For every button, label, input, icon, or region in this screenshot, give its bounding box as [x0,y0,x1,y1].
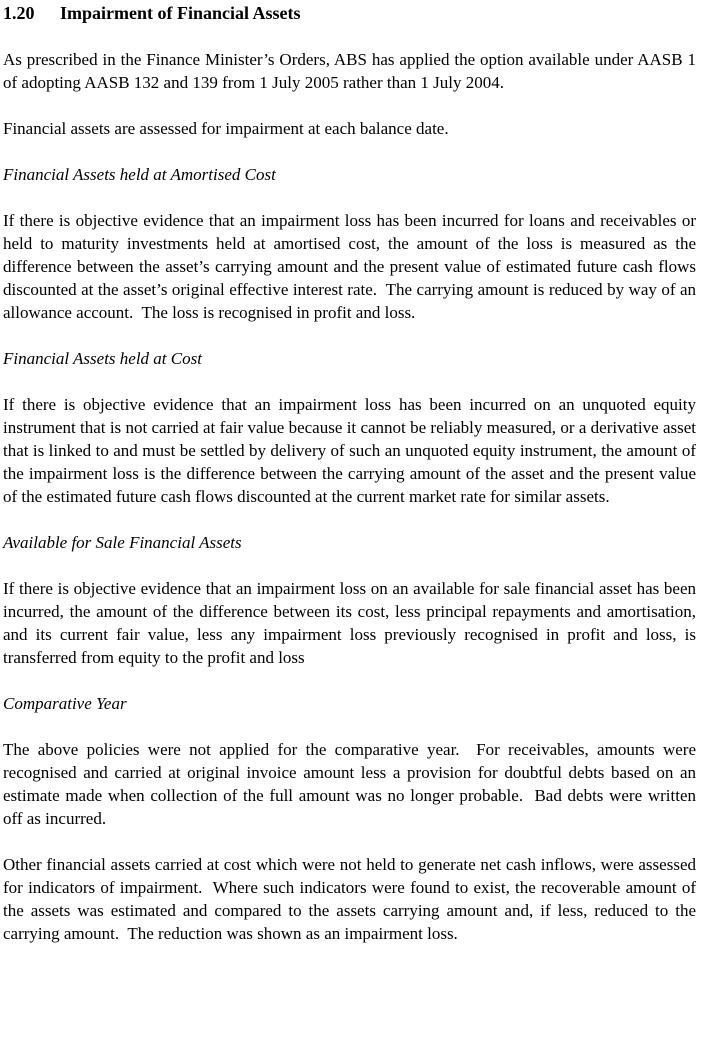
subheading-financial-assets-amortised-cost: Financial Assets held at Amortised Cost [3,165,276,184]
paragraph-aasb-adoption: As prescribed in the Finance Minister’s Orders, ABS has applied the option available under AASB 1 of adopting AASB 132 and 139 from 1 July 2005 rather than 1 July 2004. [3,50,696,92]
section-heading-title: Impairment of Financial Assets [60,3,301,23]
paragraph-assessed-each-balance-date: Financial assets are assessed for impairment at each balance date. [3,119,449,138]
subheading-available-for-sale: Available for Sale Financial Assets [3,533,242,552]
subheading-financial-assets-at-cost: Financial Assets held at Cost [3,349,202,368]
paragraph-amortised-cost-impairment: If there is objective evidence that an impairment loss has been incurred for loans and receivables or held to maturity investments held at amortised cost, the amount of the loss is measured as the difference between the asset’s carrying amount and the present value of estimated future cash flows discounted at the asset’s original effective interest rate. The carrying amount is reduced by way of an allowance account. The loss is recognised in profit and loss. [3,211,696,322]
section-heading-number: 1.20 [3,3,35,23]
paragraph-other-financial-assets: Other financial assets carried at cost which were not held to generate net cash inflows, were assessed for indicators of impairment. Where such indicators were found to exist, the recoverable amount of the assets was estimated and compared to the assets carrying amount and, if less, reduced to the carrying amount. The reduction was shown as an impairment loss. [3,855,696,943]
paragraph-cost-impairment: If there is objective evidence that an impairment loss has been incurred on an unquoted equity instrument that is not carried at fair value because it cannot be reliably measured, or a derivative asset that is linked to and must be settled by delivery of such an unquoted equity instrument, the amount of the impairment loss is the difference between the carrying amount of the asset and the present value of the estimated future cash flows discounted at the current market rate for similar assets. [3,395,696,506]
subheading-comparative-year: Comparative Year [3,694,127,713]
paragraph-available-for-sale-impairment: If there is objective evidence that an impairment loss on an available for sale financial asset has been incurred, the amount of the difference between its cost, less principal repayments and amortisation, and its current fair value, less any impairment loss previously recognised in profit and loss, is transferred from equity to the profit and loss [3,579,696,667]
paragraph-comparative-year-policies: The above policies were not applied for the comparative year. For receivables, amounts were recognised and carried at original invoice amount less a provision for doubtful debts based on an estimate made when collection of the full amount was no longer probable. Bad debts were written off as incurred. [3,740,696,828]
section-heading [3,2,696,25]
